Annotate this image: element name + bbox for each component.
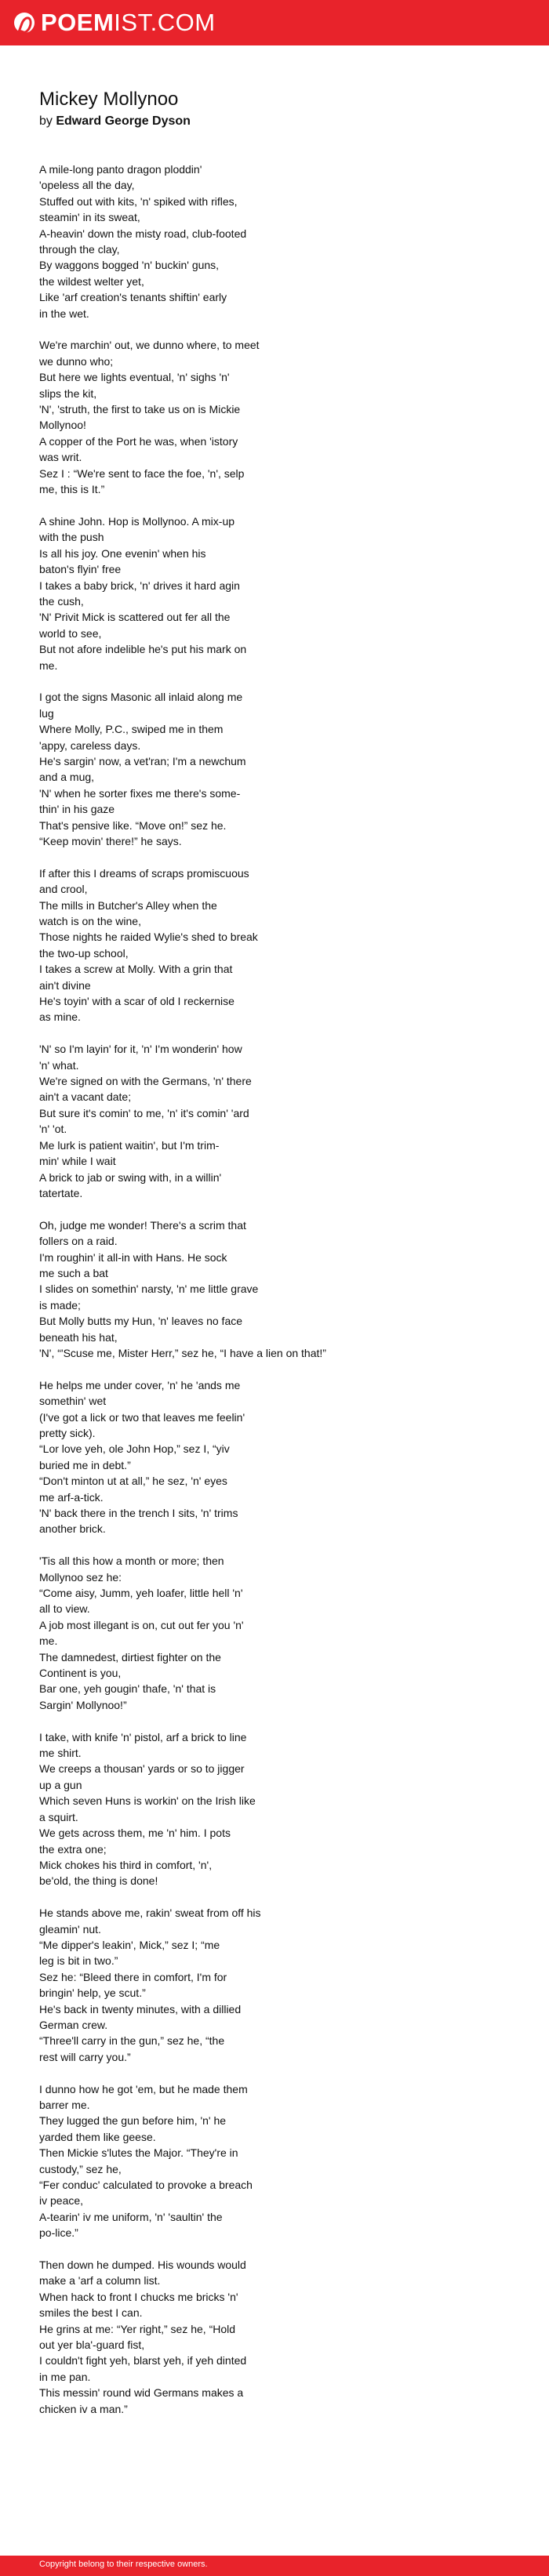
poem-line: He's back in twenty minutes, with a dillied [39, 2002, 242, 2015]
poem-line: A-heavin' down the misty road, club-footed [39, 227, 247, 240]
stanza [39, 1905, 510, 2065]
poem-line: A-tearin' iv me uniform, 'n' 'saultin' the [39, 2210, 223, 2223]
poem-line: up a gun [39, 1778, 82, 1791]
poem-line: “Keep movin' there!” he says. [39, 835, 182, 848]
poem-line: He helps me under cover, 'n' he 'ands me [39, 1378, 241, 1391]
poem-line: me such a bat [39, 1266, 108, 1279]
poem-line: me, this is It.” [39, 483, 105, 496]
poem-line: Continent is you, [39, 1667, 122, 1680]
poem-line: I'm roughin' it all-in with Hans. He sock [39, 1250, 227, 1264]
logo-text [41, 0, 216, 45]
poem-line: “Fer conduc' calculated to provoke a breach [39, 2179, 253, 2192]
poem-line: me. [39, 1634, 58, 1648]
poem-line: through the clay, [39, 243, 120, 256]
poem-line: barrer me. [39, 2098, 90, 2111]
poem-line: follers on a raid. [39, 1235, 118, 1248]
poem-line: custody,” sez he, [39, 2162, 122, 2175]
poem-line: When hack to front I chucks me bricks 'n' [39, 2290, 238, 2303]
logo-bold: POEM [41, 9, 115, 36]
stanza [39, 1377, 510, 1537]
poem-line: I slides on somethin' narsty, 'n' me little grave [39, 1283, 259, 1296]
poem-line: I couldn't fight yeh, blarst yeh, if yeh dinted [39, 2354, 247, 2367]
poem-line: out yer bla'-guard fist, [39, 2338, 145, 2352]
poem-title: Mickey Mollynoo [39, 89, 179, 110]
poem-line: ain't divine [39, 978, 91, 992]
stanza [39, 689, 510, 849]
poem-line: Like 'arf creation's tenants shiftin' early [39, 291, 227, 304]
poem-line: ain't a vacant date; [39, 1090, 132, 1104]
poem-line: me arf-a-tick. [39, 1490, 104, 1504]
logo-rest: IST.COM [114, 9, 216, 36]
poem-line: watch is on the wine, [39, 915, 141, 928]
poem-line: 'appy, careless days. [39, 738, 141, 752]
poem-line: iv peace, [39, 2194, 84, 2208]
poem-line: Then down he dumped. His wounds would [39, 2259, 246, 2272]
poem-line: me. [39, 659, 58, 672]
poem-line: Bar one, yeh gougin' thafe, 'n' that is [39, 1682, 216, 1696]
poem-line: po-lice.” [39, 2226, 78, 2240]
poem-line: Those nights he raided Wylie's shed to break [39, 931, 258, 944]
poem-line: Then Mickie s'lutes the Major. “They're in [39, 2146, 238, 2160]
stanza [39, 1553, 510, 1713]
poem-line: 'opeless all the day, [39, 179, 135, 192]
poem-line: thin' in his gaze [39, 803, 115, 816]
poem-line: But sure it's comin' to me, 'n' it's comin' 'ard [39, 1106, 249, 1119]
poem-line: as mine. [39, 1010, 81, 1024]
poem-line: He's toyin' with a scar of old I reckernise [39, 995, 235, 1008]
poem-line: Stuffed out with kits, 'n' spiked with rifles, [39, 194, 238, 208]
site-header [0, 0, 549, 45]
author-name: Edward George Dyson [56, 114, 191, 128]
poem-line: another brick. [39, 1522, 106, 1536]
poem-line: “Don't minton ut at all,” he sez, 'n' eyes [39, 1475, 227, 1488]
poem-line: They lugged the gun before him, 'n' he [39, 2114, 227, 2128]
poem-line: 'N' back there in the trench I sits, 'n' trims [39, 1507, 238, 1520]
stanza [39, 2257, 510, 2417]
poem-line: A shine John. Hop is Mollynoo. A mix-up [39, 514, 235, 528]
poem-line: 'Tis all this how a month or more; then [39, 1555, 224, 1568]
poem-line: a squirt. [39, 1810, 78, 1823]
poem-line: The damnedest, dirtiest fighter on the [39, 1650, 221, 1664]
stanza [39, 1729, 510, 1889]
poem-line: I take, with knife 'n' pistol, arf a brick to line [39, 1730, 247, 1743]
stanza [39, 161, 510, 321]
poem-line: gleamin' nut. [39, 1922, 101, 1936]
poem-line: 'N' so I'm layin' for it, 'n' I'm wonderin' how [39, 1043, 242, 1056]
poem-line: Which seven Huns is workin' on the Irish like [39, 1794, 256, 1808]
poem-line: Oh, judge me wonder! There's a scrim that [39, 1218, 246, 1232]
poem-body [39, 161, 510, 2417]
poem-line: is made; [39, 1298, 81, 1312]
poem-line: By waggons bogged 'n' buckin' guns, [39, 259, 220, 272]
poem-line: Sargin' Mollynoo!” [39, 1698, 127, 1711]
poem-line: smiles the best I can. [39, 2306, 143, 2320]
poem-line: buried me in debt.” [39, 1458, 131, 1471]
poem-line: we dunno who; [39, 354, 114, 368]
poem-line: We gets across them, me 'n' him. I pots [39, 1827, 231, 1840]
poem-line: all to view. [39, 1602, 90, 1616]
poem-line: He grins at me: “Yer right,” sez he, “Hold [39, 2322, 236, 2335]
poem-line: was writ. [39, 451, 82, 464]
byline [39, 113, 510, 130]
stanza [39, 1041, 510, 1201]
poem-line: A job most illegant is on, cut out fer you 'n' [39, 1618, 244, 1631]
poem-line: Me lurk is patient waitin', but I'm trim- [39, 1138, 220, 1152]
poem-line: This messin' round wid Germans makes a [39, 2386, 244, 2400]
site-logo[interactable] [14, 0, 216, 45]
poem-line: somethin' wet [39, 1395, 107, 1408]
poem-line: We're marchin' out, we dunno where, to meet [39, 339, 260, 352]
poem-line: “Come aisy, Jumm, yeh loafer, little hell 'n' [39, 1587, 243, 1600]
poem-line: “Me dipper's leakin', Mick,” sez I; “me [39, 1938, 220, 1951]
poem-line: Mollynoo sez he: [39, 1570, 122, 1584]
poem-line: Mollynoo! [39, 419, 86, 432]
poem-line: 'N', “'Scuse me, Mister Herr,” sez he, “I have a lien on that!” [39, 1346, 326, 1359]
stanza [39, 2081, 510, 2241]
poem-line: chicken iv a man.” [39, 2402, 128, 2415]
poem-content [39, 88, 510, 2433]
poem-line: tatertate. [39, 1186, 83, 1199]
poem-line: Is all his joy. One evenin' when his [39, 546, 206, 560]
poem-line: steamin' in its sweat, [39, 211, 140, 224]
poem-line: and crool, [39, 883, 88, 896]
poem-line: Mick chokes his third in comfort, 'n', [39, 1858, 213, 1871]
stanza [39, 1217, 510, 1362]
poem-line: If after this I dreams of scraps promiscuous [39, 866, 249, 880]
poem-line: But not afore indelible he's put his mark on [39, 643, 247, 656]
poem-line: make a 'arf a column list. [39, 2274, 161, 2288]
poem-line: I takes a baby brick, 'n' drives it hard agin [39, 579, 240, 592]
poem-line: He stands above me, rakin' sweat from off his [39, 1907, 261, 1920]
poem-line: But Molly butts my Hun, 'n' leaves no face [39, 1315, 243, 1328]
stanza [39, 337, 510, 497]
poem-line: A mile-long panto dragon ploddin' [39, 163, 202, 176]
poem-line: 'n' 'ot. [39, 1123, 67, 1136]
poem-line: min' while I wait [39, 1155, 116, 1168]
poem-line: A copper of the Port he was, when 'istory [39, 434, 238, 448]
poem-line: 'N' when he sorter fixes me there's some- [39, 786, 241, 800]
poem-line: 'n' what. [39, 1058, 79, 1072]
poem-line: I dunno how he got 'em, but he made them [39, 2082, 248, 2095]
poem-line: We're signed on with the Germans, 'n' there [39, 1075, 252, 1088]
poem-line: me shirt. [39, 1747, 82, 1760]
poem-line: A brick to jab or swing with, in a willin' [39, 1170, 222, 1184]
poem-line: “Three'll carry in the gun,” sez he, “the [39, 2034, 225, 2048]
poem-line: “Lor love yeh, ole John Hop,” sez I, “yiv [39, 1442, 230, 1456]
poem-line: with the push [39, 531, 104, 544]
stanza [39, 513, 510, 673]
poem-line: pretty sick). [39, 1426, 96, 1439]
copyright-text: Copyright belong to their respective owners. [39, 2560, 208, 2569]
poem-line: German crew. [39, 2018, 108, 2031]
poem-line: 'N', 'struth, the first to take us on is Mickie [39, 403, 241, 416]
poem-line: The mills in Butcher's Alley when the [39, 898, 217, 912]
logo-icon [14, 13, 35, 33]
poem-line: I got the signs Masonic all inlaid along me [39, 691, 243, 704]
poem-line: leg is bit in two.” [39, 1954, 118, 1968]
poem-line: the cush, [39, 594, 84, 608]
poem-line: Where Molly, P.C., swiped me in them [39, 723, 224, 736]
poem-line: in me pan. [39, 2370, 91, 2383]
stanza [39, 865, 510, 1025]
poem-line: the extra one; [39, 1842, 107, 1856]
poem-line: be'old, the thing is done! [39, 1874, 158, 1888]
poem-line: lug [39, 706, 54, 720]
poem-line: in the wet. [39, 307, 89, 320]
poem-line: We creeps a thousan' yards or so to jigger [39, 1762, 245, 1776]
poem-line: and a mug, [39, 771, 95, 784]
poem-line: Sez I : “We're sent to face the foe, 'n', selp [39, 466, 245, 480]
poem-line: 'N' Privit Mick is scattered out fer all the [39, 611, 231, 624]
poem-line: But here we lights eventual, 'n' sighs 'n' [39, 371, 230, 384]
poem-line: the wildest welter yet, [39, 274, 144, 288]
poem-line: yarded them like geese. [39, 2130, 156, 2143]
poem-line: He's sargin' now, a vet'ran; I'm a newchum [39, 754, 246, 767]
poem-line: the two-up school, [39, 946, 129, 960]
site-footer [0, 2556, 549, 2576]
poem-line: slips the kit, [39, 386, 97, 400]
poem-line: That's pensive like. “Move on!” sez he. [39, 818, 227, 832]
byline-prefix: by [39, 114, 53, 128]
poem-line: (I've got a lick or two that leaves me feelin' [39, 1410, 245, 1424]
poem-line: world to see, [39, 626, 102, 640]
poem-line: beneath his hat, [39, 1330, 118, 1344]
poem-line: baton's flyin' free [39, 563, 122, 576]
poem-line: I takes a screw at Molly. With a grin that [39, 963, 233, 976]
poem-line: rest will carry you.” [39, 2050, 131, 2063]
poem-line: bringin' help, ye scut.” [39, 1986, 146, 2000]
poem-line: Sez he: “Bleed there in comfort, I'm for [39, 1970, 227, 1983]
